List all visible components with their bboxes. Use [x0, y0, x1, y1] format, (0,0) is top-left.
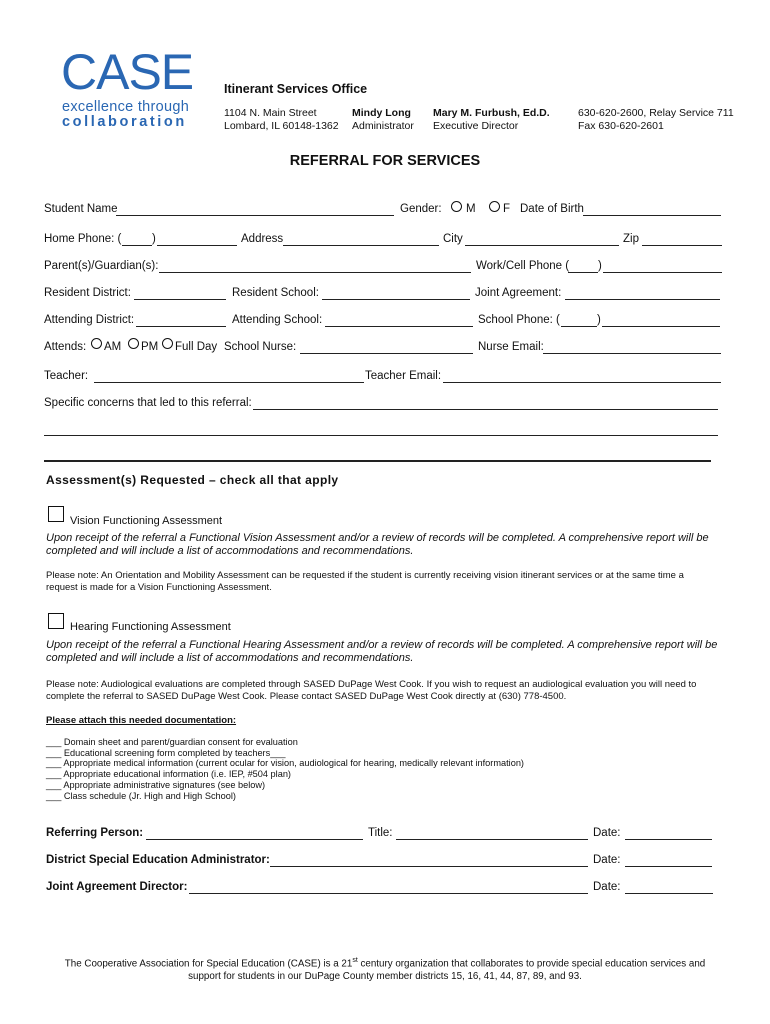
attending-school-label: Attending School: — [232, 314, 323, 326]
documentation-item: ___ Class schedule (Jr. High and High School) — [46, 790, 236, 801]
documentation-item: ___ Appropriate medical information (current ocular for vision, audiological for hearing, medically relevant information) — [46, 758, 524, 769]
work-phone-close-paren: ) — [598, 260, 602, 272]
teacher-email-field[interactable] — [443, 382, 721, 383]
logo-tagline-bold: collaboration — [62, 114, 187, 130]
city-field[interactable] — [465, 245, 619, 246]
work-phone-field[interactable] — [603, 272, 722, 273]
teacher-label: Teacher: — [44, 370, 89, 382]
referring-title-label: Title: — [368, 827, 393, 839]
dob-label: Date of Birth — [520, 203, 584, 215]
referring-person-field[interactable] — [146, 839, 363, 840]
city-label: City — [443, 233, 463, 245]
fax-number: Fax 630-620-2601 — [578, 120, 664, 132]
teacher-email-label: Teacher Email: — [365, 370, 442, 382]
school-nurse-label: School Nurse: — [224, 341, 297, 353]
school-phone-field[interactable] — [602, 326, 720, 327]
contact1-name: Mindy Long — [352, 107, 411, 119]
documentation-item: ___ Appropriate educational information (i.e. IEP, #504 plan) — [46, 769, 291, 780]
case-logo: CASE — [61, 44, 194, 100]
documentation-list — [46, 737, 524, 801]
attending-district-field[interactable] — [136, 326, 226, 327]
referring-date-field[interactable] — [625, 839, 712, 840]
footer-line1-a: The Cooperative Association for Special Education (CASE) is a 21 — [64, 958, 353, 970]
hearing-assessment-note: Please note: Audiological evaluations are completed through SASED DuPage West Cook. If you wish to request an audiological evaluation you will need to complete the referral to SASED DuPage West Cook. Please contact SASED DuPage West Cook directly at (630) 778-4500. — [46, 679, 697, 702]
school-phone-area-field[interactable] — [561, 326, 597, 327]
home-phone-close-paren: ) — [152, 233, 156, 245]
school-nurse-field[interactable] — [300, 353, 473, 354]
footer-line2: support for students in our DuPage County member districts 15, 16, 41, 44, 87, 89, and 93. — [188, 971, 582, 983]
district-admin-label: District Special Education Administrator: — [46, 854, 270, 866]
attends-pm-label: PM — [141, 341, 159, 353]
vision-assessment-checkbox[interactable] — [48, 506, 64, 522]
gender-m-radio[interactable] — [451, 201, 462, 212]
attends-pm-radio[interactable] — [128, 338, 139, 349]
concerns-field-line2[interactable] — [44, 435, 718, 436]
footer-line1-sup: st — [352, 957, 358, 964]
hearing-assessment-checkbox[interactable] — [48, 613, 64, 629]
resident-school-field[interactable] — [322, 299, 470, 300]
zip-field[interactable] — [642, 245, 722, 246]
district-admin-field[interactable] — [270, 866, 588, 867]
joint-director-date-label: Date: — [593, 881, 621, 893]
hearing-assessment-description: Upon receipt of the referral a Functional Hearing Assessment and/or a review of records will be completed. A comprehensive report will be completed and will include a list of accommodations and recommendations. — [46, 639, 718, 664]
resident-school-label: Resident School: — [232, 287, 319, 299]
dob-field[interactable] — [583, 215, 721, 216]
attends-full-day-radio[interactable] — [162, 338, 173, 349]
joint-agreement-field[interactable] — [565, 299, 720, 300]
documentation-item: ___ Domain sheet and parent/guardian consent for evaluation — [46, 737, 298, 747]
address-label: Address — [241, 233, 284, 245]
joint-agreement-label: Joint Agreement: — [475, 287, 562, 299]
attends-label: Attends: — [44, 341, 87, 353]
footer-line1-b: century organization that collaborates to provide special education services and — [357, 958, 706, 970]
contact1-role: Administrator — [352, 120, 414, 132]
attends-am-label: AM — [104, 341, 122, 353]
district-admin-date-field[interactable] — [625, 866, 712, 867]
hearing-assessment-label: Hearing Functioning Assessment — [70, 621, 231, 633]
documentation-heading: Please attach this needed documentation: — [46, 715, 237, 726]
nurse-email-label: Nurse Email: — [478, 341, 544, 353]
gender-label: Gender: — [400, 203, 442, 215]
attends-am-radio[interactable] — [91, 338, 102, 349]
parents-field[interactable] — [159, 272, 471, 273]
district-admin-date-label: Date: — [593, 854, 621, 866]
home-phone-area-field[interactable] — [122, 245, 152, 246]
vision-assessment-note: Please note: An Orientation and Mobility Assessment can be requested if the student is currently receiving vision itinerant services or at the same time a request is made for a Vision Functioning Assessment. — [46, 570, 684, 593]
student-name-field[interactable] — [116, 215, 394, 216]
form-title: REFERRAL FOR SERVICES — [289, 153, 481, 169]
joint-director-label: Joint Agreement Director: — [46, 881, 188, 893]
home-phone-field[interactable] — [157, 245, 237, 246]
documentation-item: ___ Appropriate administrative signatures (see below) — [46, 779, 266, 790]
vision-assessment-description: Upon receipt of the referral a Functional Vision Assessment and/or a review of records will be completed. A comprehensive report will be completed and will include a list of accommodations and recommendations. — [46, 532, 709, 557]
concerns-field-line1[interactable] — [253, 409, 718, 410]
vision-assessment-label: Vision Functioning Assessment — [70, 515, 223, 527]
school-phone-close-paren: ) — [597, 314, 601, 326]
referring-date-label: Date: — [593, 827, 621, 839]
attends-full-day-label: Full Day — [175, 341, 218, 353]
address-field[interactable] — [283, 245, 439, 246]
gender-f-radio[interactable] — [489, 201, 500, 212]
gender-f-label: F — [503, 203, 511, 215]
contact2-name: Mary M. Furbush, Ed.D. — [433, 107, 550, 119]
documentation-item: ___ Educational screening form completed by teachers___ — [46, 747, 286, 758]
home-phone-label: Home Phone: ( — [44, 233, 122, 245]
student-name-label: Student Name — [44, 203, 118, 215]
referring-title-field[interactable] — [396, 839, 588, 840]
attending-school-field[interactable] — [325, 326, 473, 327]
joint-director-field[interactable] — [189, 893, 588, 894]
logo-tagline: excellence through — [62, 99, 190, 115]
resident-district-label: Resident District: — [44, 287, 131, 299]
zip-label: Zip — [623, 233, 639, 245]
work-phone-area-field[interactable] — [568, 272, 598, 273]
address-line1: 1104 N. Main Street — [224, 107, 317, 119]
footer-text — [0, 954, 770, 983]
assessments-heading: Assessment(s) Requested – check all that apply — [46, 473, 339, 487]
nurse-email-field[interactable] — [543, 353, 721, 354]
concerns-field-line3[interactable] — [44, 460, 711, 462]
gender-m-label: M — [466, 203, 476, 215]
address-line2: Lombard, IL 60148-1362 — [224, 120, 339, 132]
resident-district-field[interactable] — [134, 299, 226, 300]
office-title: Itinerant Services Office — [224, 82, 368, 96]
phone-number: 630-620-2600, Relay Service 711 — [578, 107, 734, 119]
referring-person-label: Referring Person: — [46, 827, 144, 839]
school-phone-label: School Phone: ( — [478, 314, 560, 326]
parents-label: Parent(s)/Guardian(s): — [44, 260, 159, 272]
attending-district-label: Attending District: — [44, 314, 135, 326]
teacher-field[interactable] — [94, 382, 364, 383]
work-cell-label: Work/Cell Phone ( — [476, 260, 570, 272]
concerns-label: Specific concerns that led to this referral: — [44, 397, 252, 409]
contact2-role: Executive Director — [433, 120, 519, 132]
joint-director-date-field[interactable] — [625, 893, 713, 894]
